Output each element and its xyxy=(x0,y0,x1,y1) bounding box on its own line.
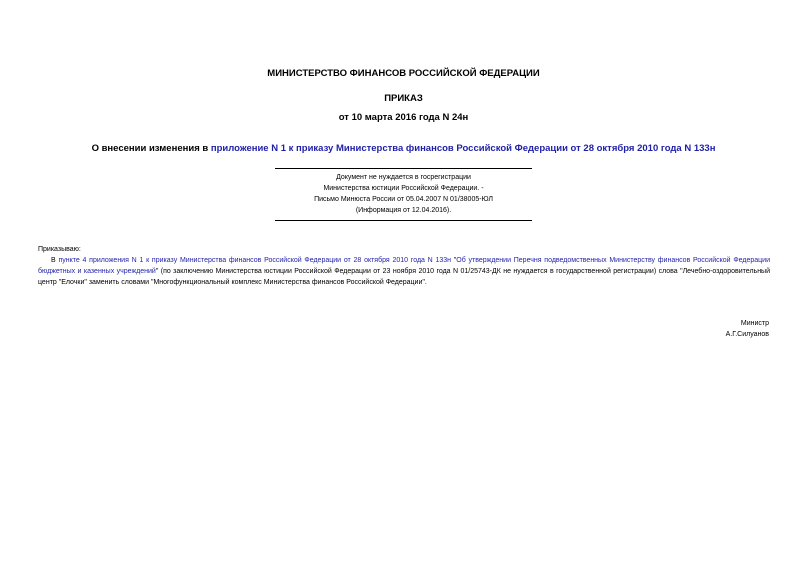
registration-note xyxy=(275,168,532,221)
note-line-4: (Информация от 12.04.2016). xyxy=(355,207,452,214)
quote-open: " xyxy=(451,257,457,264)
paragraph-rest: " (по заключению Министерства юстиции Российской Федерации от 23 ноября 2010 года N 01/25743-ДК не нуждается в государственной регистрации) слова "Лечебно-оздоровительный центр "Елочки" заменить словами "Многофункциональный комплекс Министерства финансов Российской Федерации". xyxy=(38,268,770,286)
document-body xyxy=(38,244,770,288)
ministry-heading: МИНИСТЕРСТВО ФИНАНСОВ РОССИЙСКОЙ ФЕДЕРАЦИИ xyxy=(267,68,540,79)
order-paragraph xyxy=(38,255,770,288)
subject-heading xyxy=(0,143,807,154)
note-line-3: Письмо Минюста России от 05.04.2007 N 01/38005-ЮЛ xyxy=(314,196,493,203)
paragraph-start: В xyxy=(51,257,59,264)
note-line-1: Документ не нуждается в госрегистрации xyxy=(336,174,471,181)
clause-link[interactable]: пункте 4 приложения N 1 к приказу Министерства финансов Российской Федерации от 28 октября 2010 года N 133н xyxy=(58,257,452,264)
subject-prefix: О внесении изменения в xyxy=(91,143,211,154)
signer-title: Министр xyxy=(740,320,769,327)
document-type-heading: ПРИКАЗ xyxy=(384,93,423,104)
subject-link[interactable]: приложение N 1 к приказу Министерства финансов Российской Федерации от 28 октября 2010 года N 133н xyxy=(210,143,716,154)
list-title-link[interactable]: Об утверждении Перечня подведомственных Министерству финансов Российской Федерации бюджетных и казенных учреждений xyxy=(38,257,770,275)
signature-block xyxy=(726,318,769,340)
signer-name: А.Г.Силуанов xyxy=(725,331,769,338)
order-intro: Приказываю: xyxy=(38,246,81,253)
note-line-2: Министерства юстиции Российской Федерации. - xyxy=(323,185,484,192)
date-number-heading: от 10 марта 2016 года N 24н xyxy=(338,112,469,123)
